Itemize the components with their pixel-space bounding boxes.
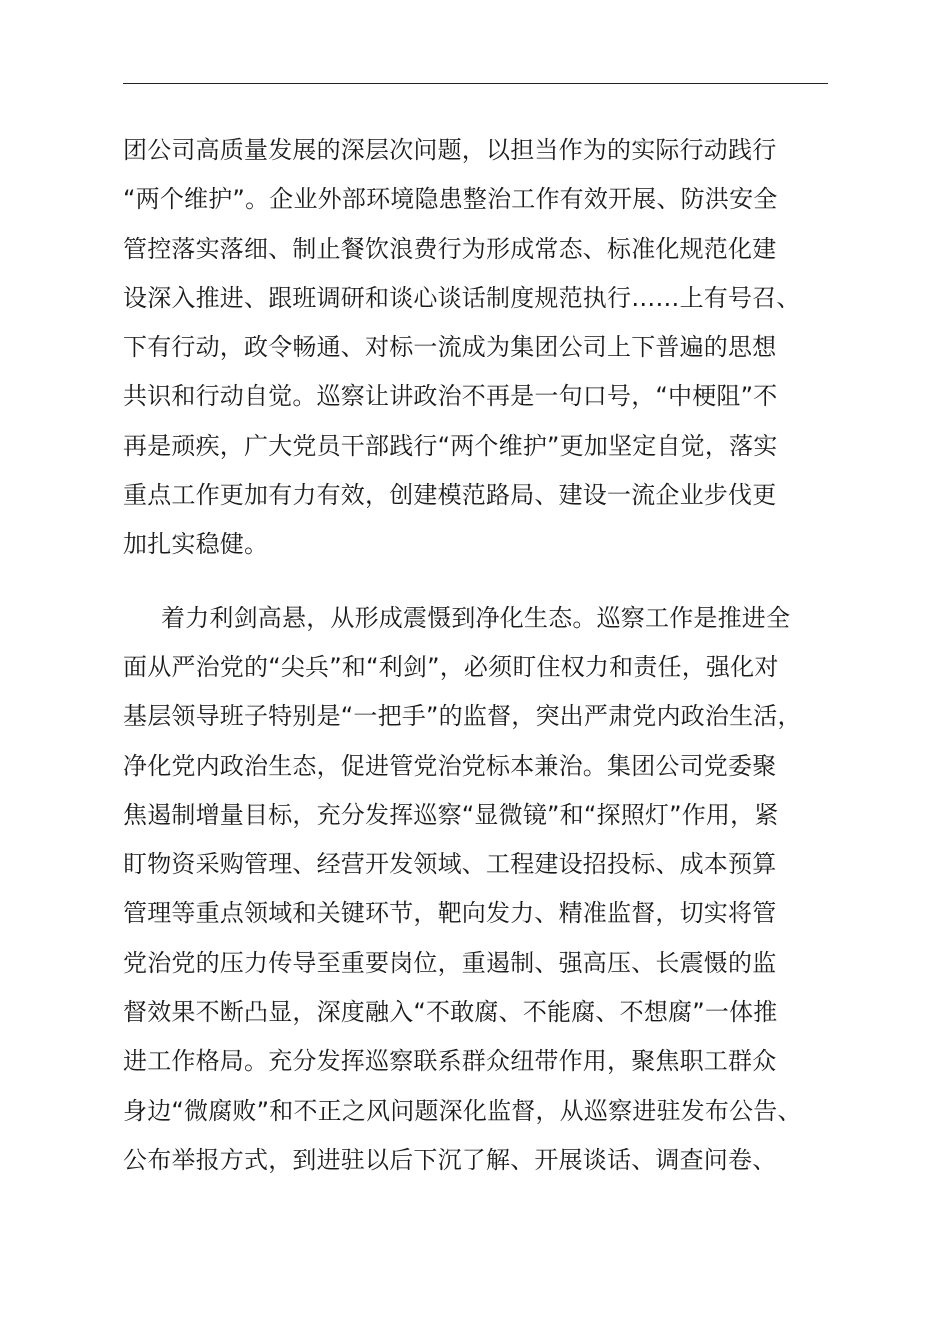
text-line: 下有行动，政令畅通、对标一流成为集团公司上下普遍的思想 bbox=[123, 333, 777, 362]
text-line: 净化党内政治生态，促进管党治党标本兼治。集团公司党委聚 bbox=[123, 751, 777, 780]
document-body bbox=[123, 126, 843, 1185]
text-line: 党治党的压力传导至重要岗位，重遏制、强高压、长震慑的监 bbox=[123, 948, 777, 977]
text-line: 管理等重点领域和关键环节，靶向发力、精准监督，切实将管 bbox=[123, 899, 777, 928]
text-line: 基层领导班子特别是“一把手”的监督，突出严肃党内政治生活， bbox=[123, 702, 802, 731]
paragraph-2 bbox=[123, 594, 843, 1186]
text-line: “两个维护”。企业外部环境隐患整治工作有效开展、防洪安全 bbox=[123, 185, 778, 214]
text-line: 焦遏制增量目标，充分发挥巡察“显微镜”和“探照灯”作用，紧 bbox=[123, 800, 779, 829]
paragraph-1 bbox=[123, 126, 843, 570]
text-line: 共识和行动自觉。巡察让讲政治不再是一句口号，“中梗阻”不 bbox=[123, 382, 778, 411]
text-line: 管控落实落细、制止餐饮浪费行为形成常态、标准化规范化建 bbox=[123, 234, 777, 263]
text-line: 督效果不断凸显，深度融入“不敢腐、不能腐、不想腐”一体推 bbox=[123, 998, 778, 1027]
paragraph-spacer bbox=[123, 570, 843, 594]
text-line: 身边“微腐败”和不正之风问题深化监督，从巡察进驻发布公告、 bbox=[123, 1096, 802, 1125]
text-line: 盯物资采购管理、经营开发领域、工程建设招投标、成本预算 bbox=[123, 850, 777, 879]
text-line: 加扎实稳健。 bbox=[123, 530, 269, 559]
text-line: 公布举报方式，到进驻以后下沉了解、开展谈话、调查问卷、 bbox=[123, 1145, 777, 1174]
text-line: 着力利剑高悬，从形成震慑到净化生态。巡察工作是推进全 bbox=[161, 603, 791, 632]
text-line: 再是顽疾，广大党员干部践行“两个维护”更加坚定自觉，落实 bbox=[123, 431, 778, 460]
text-line: 重点工作更加有力有效，创建模范路局、建设一流企业步伐更 bbox=[123, 481, 777, 510]
text-line: 设深入推进、跟班调研和谈心谈话制度规范执行……上有号召、 bbox=[123, 283, 801, 312]
text-line: 面从严治党的“尖兵”和“利剑”，必须盯住权力和责任，强化对 bbox=[123, 652, 779, 681]
text-line: 团公司高质量发展的深层次问题，以担当作为的实际行动践行 bbox=[123, 136, 777, 164]
text-line: 进工作格局。充分发挥巡察联系群众纽带作用，聚焦职工群众 bbox=[123, 1047, 777, 1076]
header-rule bbox=[123, 83, 828, 84]
